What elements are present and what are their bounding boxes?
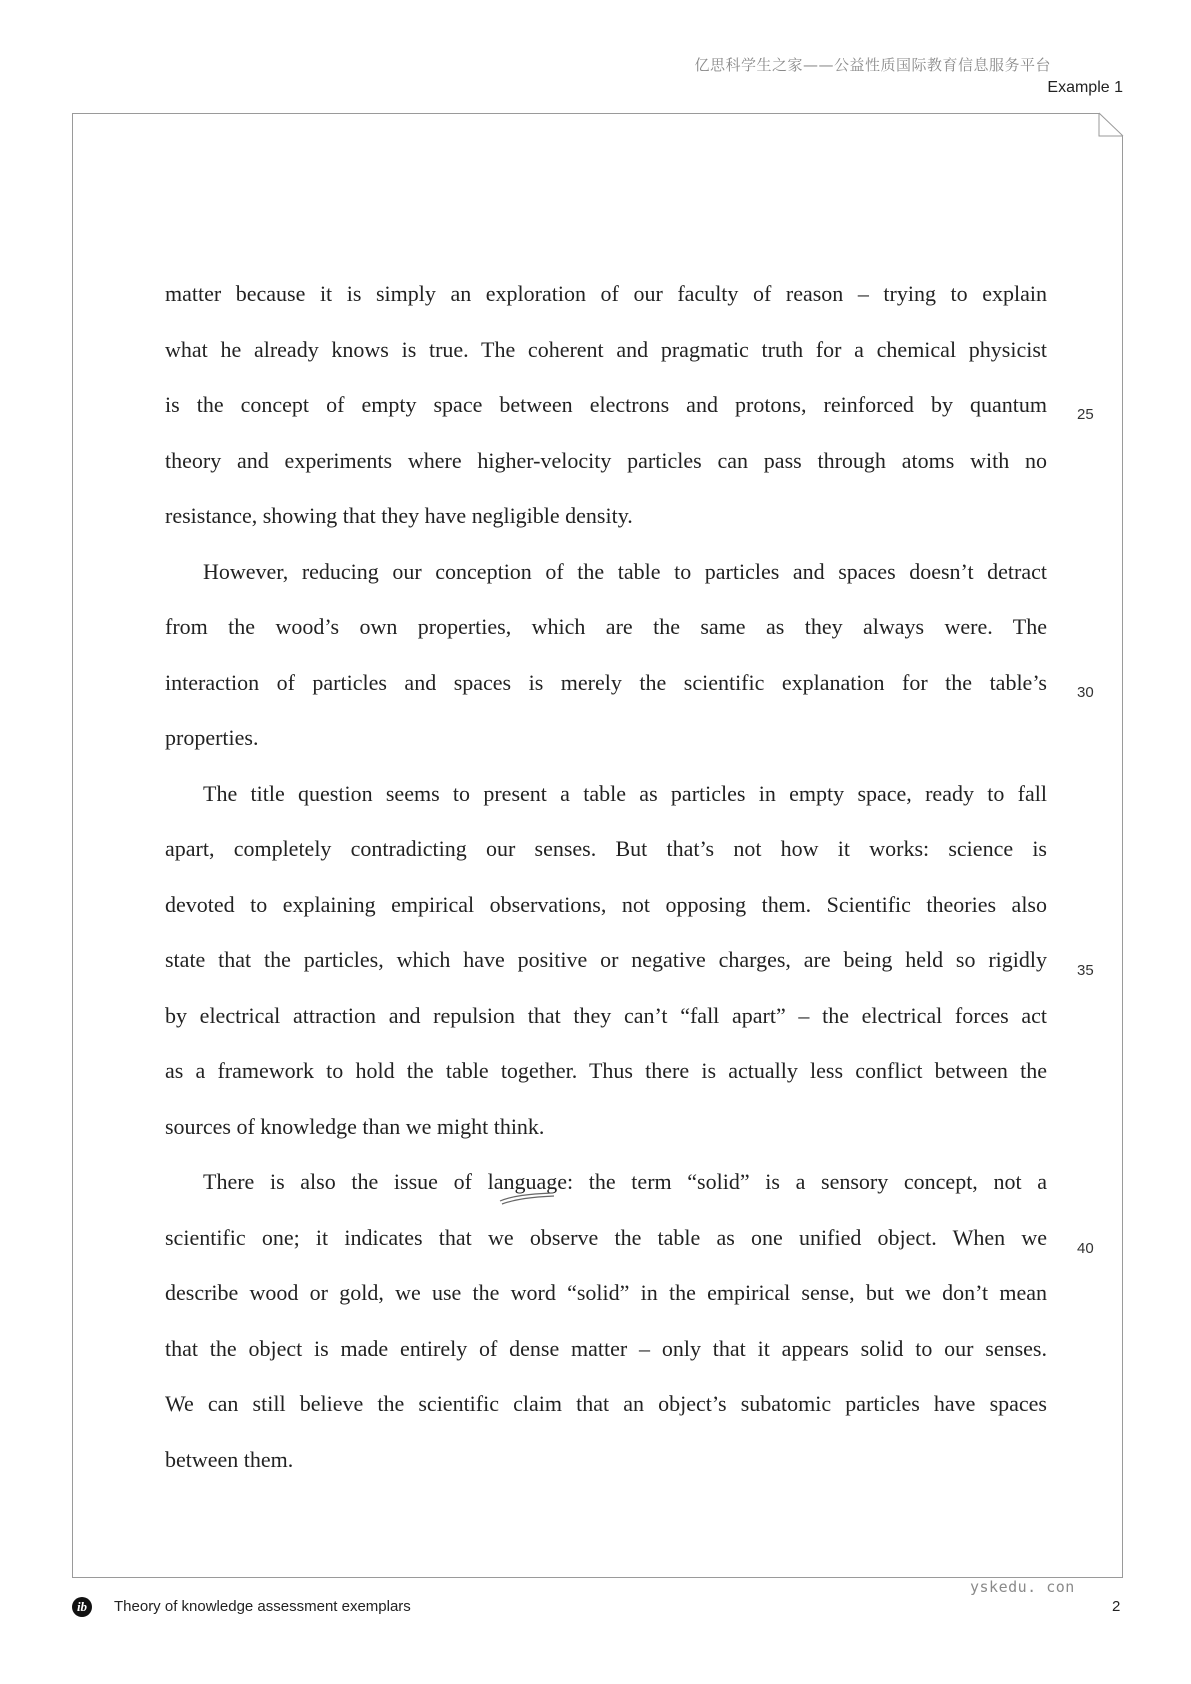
line-number: 25 — [1077, 406, 1094, 423]
essay-line: as a framework to hold the table together. Thus there is actually less conflict between the — [165, 1058, 1047, 1083]
example-label: Example 1 — [1047, 79, 1123, 96]
essay-body — [165, 283, 1047, 1504]
page-number: 2 — [1112, 1598, 1121, 1615]
line-number: 30 — [1077, 684, 1094, 701]
essay-line: between them. — [165, 1446, 294, 1472]
essay-line: resistance, showing that they have negligible density. — [165, 503, 633, 528]
essay-text: : the term “solid” is a sensory concept, not a — [567, 1169, 1048, 1194]
essay-line: state that the particles, which have positive or negative charges, are being held so rigidly — [165, 947, 1047, 972]
essay-line: devoted to explaining empirical observations, not opposing them. Scientific theories also — [165, 891, 1047, 917]
essay-text: There is also the issue of — [203, 1169, 472, 1194]
essay-line: We can still believe the scientific claim that an object’s subatomic particles have spaces — [165, 1391, 1047, 1416]
essay-line: that the object is made entirely of dense matter – only that it appears solid to our senses. — [165, 1335, 1047, 1361]
essay-line: what he already knows is true. The coherent and pragmatic truth for a chemical physicist — [165, 336, 1047, 362]
ib-logo: ib — [72, 1597, 92, 1617]
site-header: 亿思科学生之家——公益性质国际教育信息服务平台 — [694, 56, 1051, 74]
essay-line: sources of knowledge than we might think. — [165, 1113, 545, 1139]
footer-watermark: yskedu. con — [970, 1578, 1075, 1596]
essay-line — [165, 1171, 1047, 1227]
essay-line: properties. — [165, 725, 259, 750]
line-number: 40 — [1077, 1240, 1094, 1257]
essay-line: However, reducing our conception of the table to particles and spaces doesn’t detract — [203, 558, 1047, 584]
essay-line: apart, completely contradicting our senses. But that’s not how it works: science is — [165, 836, 1047, 861]
marked-word-text: language — [487, 1169, 567, 1194]
essay-line: interaction of particles and spaces is merely the scientific explanation for the table’s — [165, 669, 1047, 695]
essay-line: scientific one; it indicates that we observe the table as one unified object. When we — [165, 1224, 1047, 1250]
essay-line: describe wood or gold, we use the word “solid” in the empirical sense, but we don’t mean — [165, 1280, 1047, 1305]
footer-title: Theory of knowledge assessment exemplars — [114, 1598, 411, 1615]
handwritten-underline-icon — [498, 1191, 558, 1205]
essay-line: from the wood’s own properties, which are the same as they always were. The — [165, 614, 1047, 639]
essay-line: The title question seems to present a table as particles in empty space, ready to fall — [203, 780, 1047, 806]
page-frame-right-edge — [1122, 136, 1123, 1578]
folded-corner-icon — [1098, 112, 1124, 138]
essay-line: theory and experiments where higher-velocity particles can pass through atoms with no — [165, 447, 1047, 473]
line-number: 35 — [1077, 962, 1094, 979]
essay-line: matter because it is simply an exploration of our faculty of reason – trying to explain — [165, 281, 1047, 306]
essay-line: is the concept of empty space between electrons and protons, reinforced by quantum — [165, 392, 1047, 417]
essay-line: by electrical attraction and repulsion that they can’t “fall apart” – the electrical forces act — [165, 1002, 1047, 1028]
marked-word — [488, 1171, 567, 1193]
page-frame-top-edge — [72, 113, 1099, 114]
